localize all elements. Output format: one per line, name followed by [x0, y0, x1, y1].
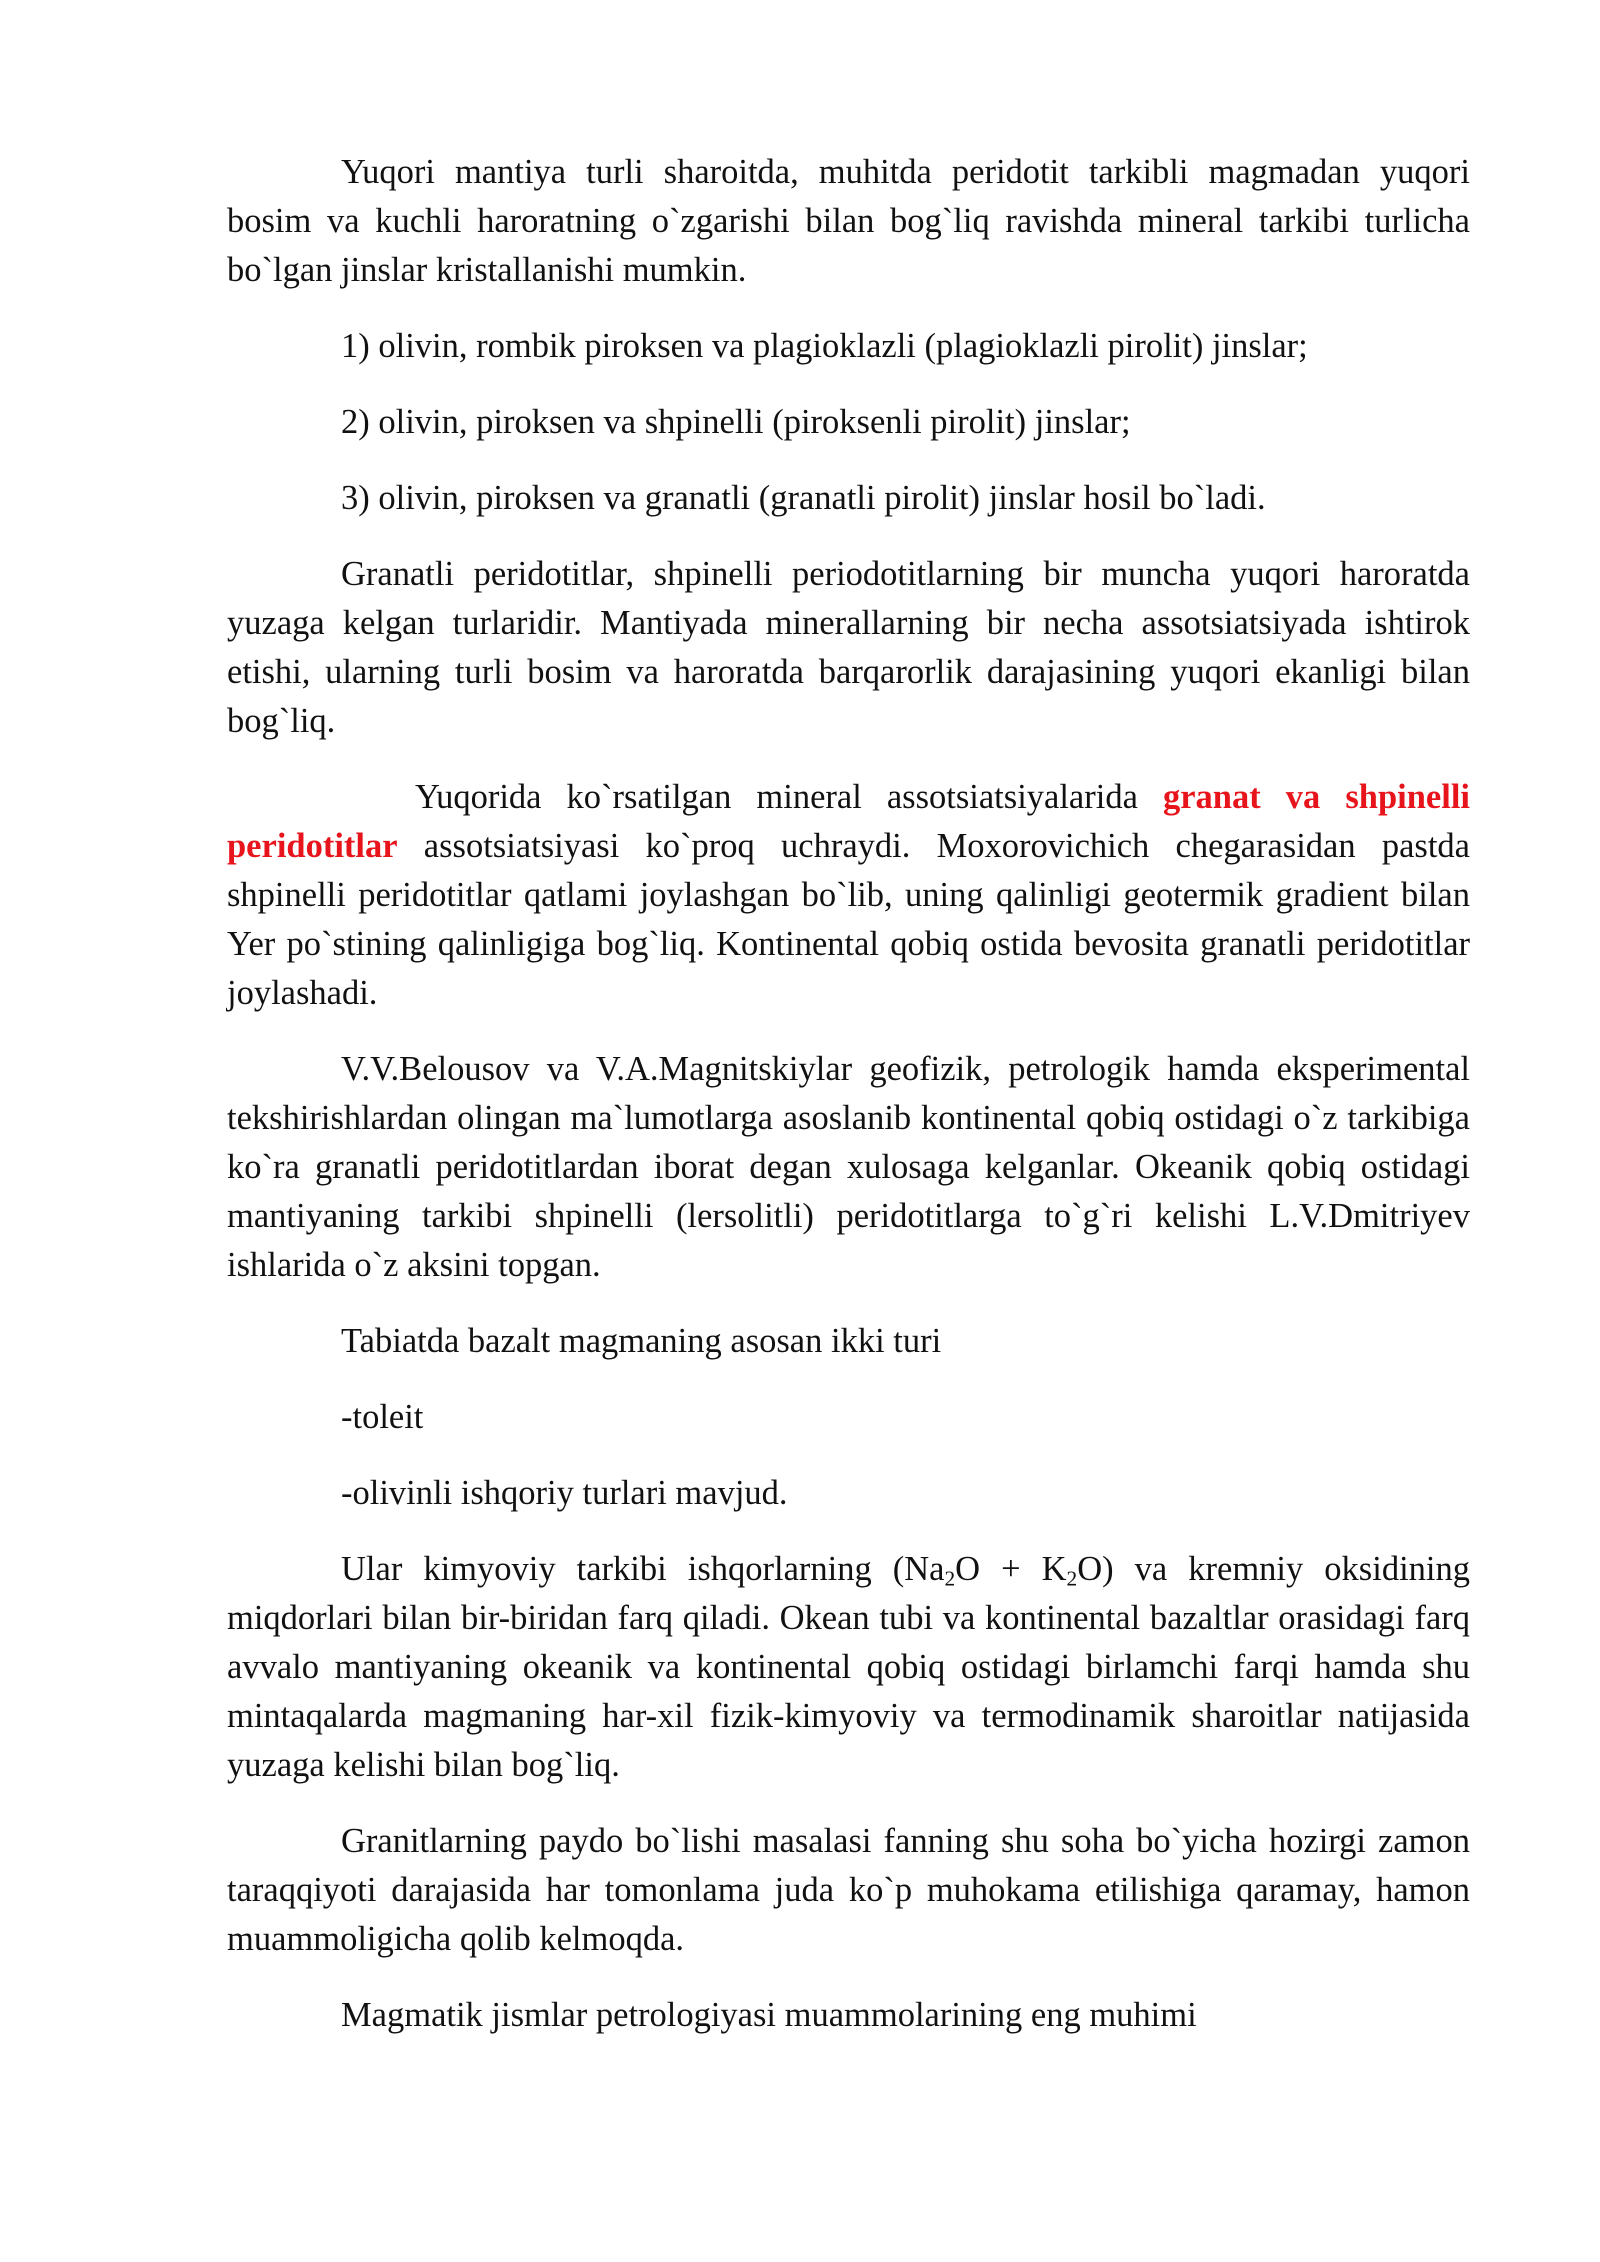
paragraph-magmatic-bodies: Magmatik jismlar petrologiyasi muammolarining eng muhimi: [341, 1996, 1197, 2034]
subscript-k: 2: [1066, 1566, 1078, 1591]
paragraph-olivine-alkaline: -olivinli ishqoriy turlari mavjud.: [341, 1474, 788, 1512]
paragraph-belousov: V.V.Belousov va V.A.Magnitskiylar geofizik, petrologik hamda eksperimental tekshirishlardan olingan ma`lumotlarga asoslanib kontinental qobiq ostidagi o`z tarkibiga ko`ra granatli peridotitlardan iborat degan xulosaga kelganlar. Okeanik qobiq ostidagi mantiyaning tarkibi shpinelli (lersolitli) peridotitlarga to`g`ri kelishi L.V.Dmitriyev ishlarida o`z aksini topgan.: [227, 1050, 1470, 1284]
highlighted-term: granat va shpinelli peridotitlar: [227, 778, 1470, 865]
paragraph-mineral-associations: [227, 773, 1470, 1018]
paragraph-basalt-types: Tabiatda bazalt magmaning asosan ikki turi: [341, 1322, 942, 1360]
paragraph-chemical-composition: [227, 1545, 1470, 1790]
paragraph-text-part2: O + K: [955, 1550, 1067, 1588]
paragraph-text-part3: O) va kremniy oksidining miqdorlari bilan bir-biridan farq qiladi. Okean tubi va kontinental bazaltlar orasidagi farq avvalo mantiyaning okeanik va kontinental qobiq ostidagi birlamchi farqi hamda shu mintaqalarda magmaning har-xil fizik-kimyoviy va termodinamik sharoitlar natijasida yuzaga kelishi bilan bog`liq.: [227, 1550, 1470, 1784]
paragraph-garnet-peridotites: Granatli peridotitlar, shpinelli periodotitlarning bir muncha yuqori haroratda yuzaga kelgan turlaridir. Mantiyada minerallarning bir necha assotsiatsiyada ishtirok etishi, ularning turli bosim va haroratda barqarorlik darajasining yuqori ekanligi bilan bog`liq.: [227, 555, 1470, 740]
paragraph-tholeiite: -toleit: [341, 1398, 424, 1436]
paragraph-text-after: assotsiatsiyasi ko`proq uchraydi. Moxorovichich chegarasidan pastda shpinelli peridotitlar qatlami joylashgan bo`lib, uning qalinligi geotermik gradient bilan Yer po`stining qalinligiga bog`liq. Kontinental qobiq ostida bevosita granatli peridotitlar joylashadi.: [227, 827, 1470, 1012]
paragraph-upper-mantle: Yuqori mantiya turli sharoitda, muhitda peridotit tarkibli magmadan yuqori bosim va kuchli haroratning o`zgarishi bilan bog`liq ravishda mineral tarkibi turlicha bo`lgan jinslar kristallanishi mumkin.: [227, 153, 1470, 289]
subscript-na: 2: [944, 1566, 956, 1591]
paragraph-text-part1: Ular kimyoviy tarkibi ishqorlarning (Na: [341, 1550, 945, 1588]
list-item-3: 3) olivin, piroksen va granatli (granatli pirolit) jinslar hosil bo`ladi.: [341, 479, 1266, 517]
document-page: [227, 148, 1470, 2067]
list-item-1: 1) olivin, rombik piroksen va plagioklazli (plagioklazli pirolit) jinslar;: [341, 327, 1308, 365]
paragraph-text-before: Yuqorida ko`rsatilgan mineral assotsiatsiyalarida: [415, 778, 1163, 816]
list-item-2: 2) olivin, piroksen va shpinelli (piroksenli pirolit) jinslar;: [341, 403, 1131, 441]
paragraph-granites: Granitlarning paydo bo`lishi masalasi fanning shu soha bo`yicha hozirgi zamon taraqqiyoti darajasida har tomonlama juda ko`p muhokama etilishiga qaramay, hamon muammoligicha qolib kelmoqda.: [227, 1822, 1470, 1958]
